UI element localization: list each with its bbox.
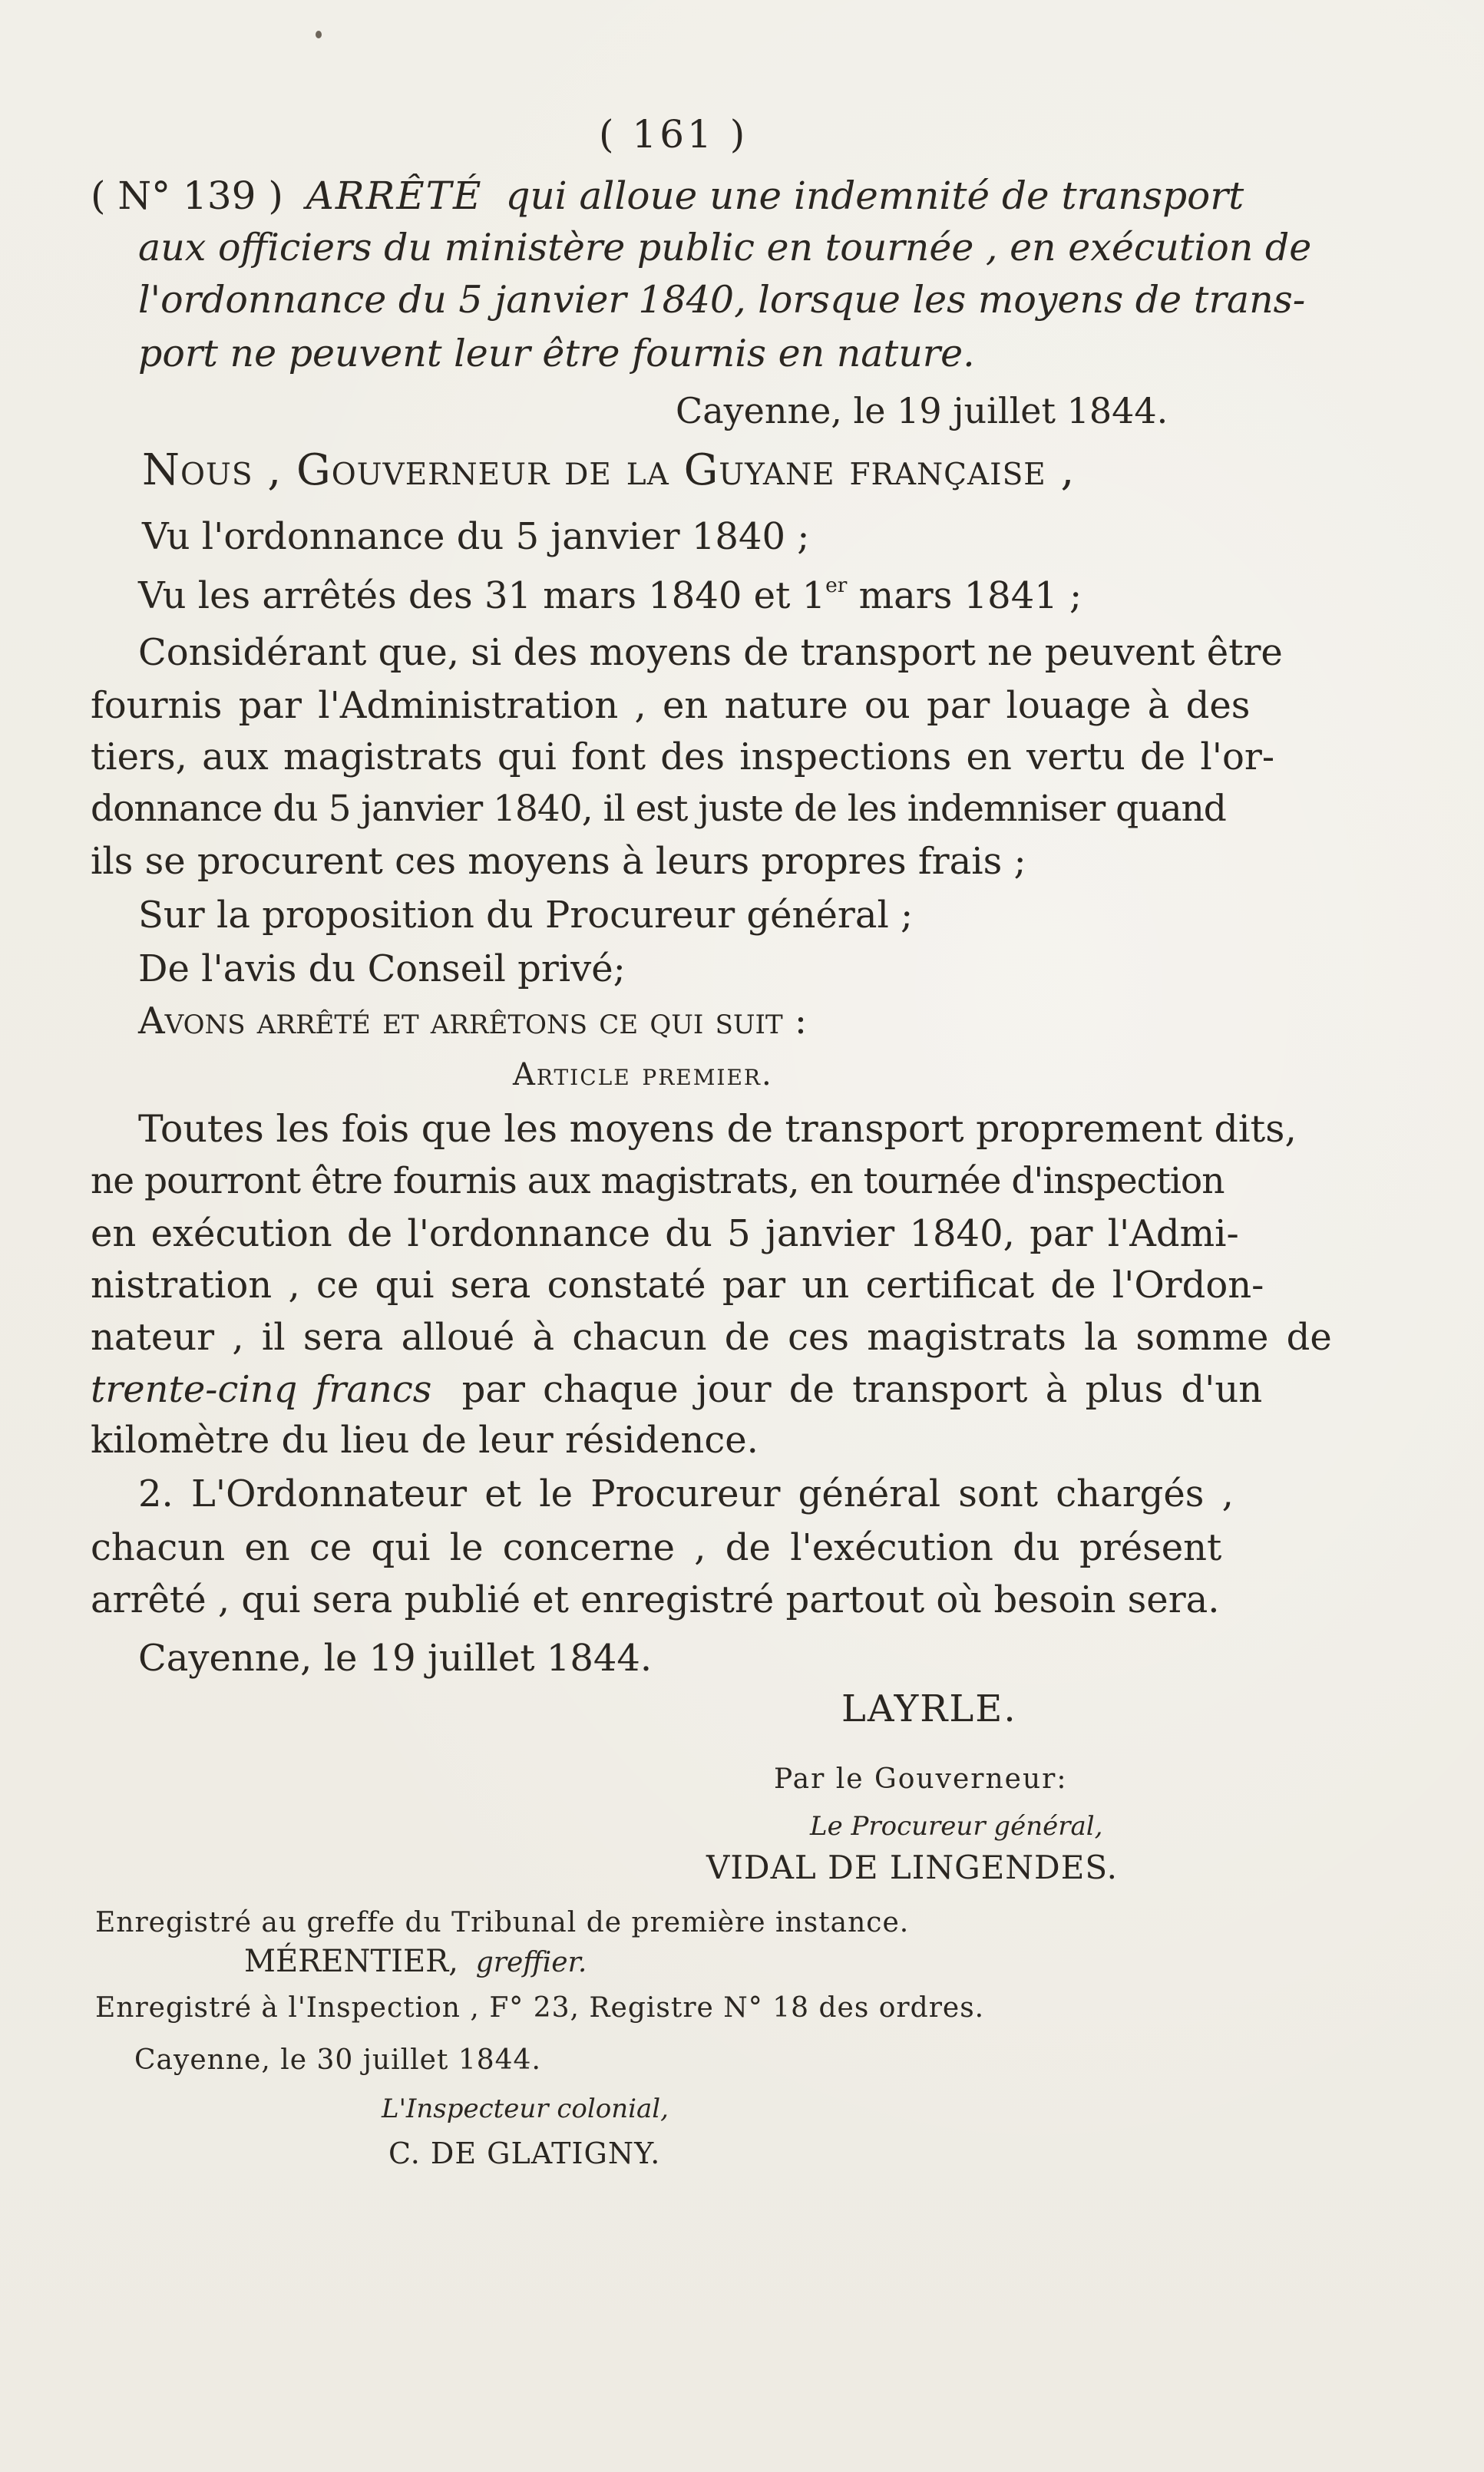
considerant-line-1	[138, 631, 1283, 674]
article2-line-2: chacun en ce qui le concerne , de l'exécution du présent	[91, 1526, 1222, 1569]
article1-line-3: en exécution de l'ordonnance du 5 janvier 1840, par l'Admi-	[91, 1212, 1239, 1255]
avons-arrete: Avons arrêté et arrêtons ce qui suit :	[138, 1000, 808, 1043]
arrete-label: ARRÊTÉ	[306, 174, 483, 218]
heading-line-4: port ne peuvent leur être fournis en nature.	[138, 332, 975, 375]
dateline-bottom: Cayenne, le 19 juillet 1844.	[138, 1637, 653, 1680]
signature-layrle: LAYRLE.	[841, 1687, 1017, 1730]
greffier-line	[244, 1946, 587, 1977]
considerant-line-5: ils se procurent ces moyens à leurs propres frais ;	[91, 840, 1026, 883]
sur-proposition: Sur la proposition du Procureur général ;	[138, 894, 914, 937]
heading-line-1	[91, 174, 1244, 218]
article2-line-3: arrêté , qui sera publié et enregistré partout où besoin sera.	[91, 1578, 1220, 1621]
article1-amount: trente-cinq francs	[91, 1368, 432, 1411]
nous-gouverneur-line: Nous , Gouverneur de la Guyane française ,	[142, 445, 1076, 495]
par-le-gouverneur: Par le Gouverneur:	[774, 1763, 1068, 1795]
article-title: Article premier.	[513, 1057, 773, 1092]
article1-line-1: Toutes les fois que les moyens de transport proprement dits,	[138, 1107, 1297, 1151]
vu-arretes	[138, 573, 1082, 617]
heading-line-2: aux officiers du ministère public en tournée , en exécution de	[138, 226, 1312, 269]
avis-conseil: De l'avis du Conseil privé;	[138, 947, 626, 990]
considerant-text-1: Considérant que, si des moyens de transport ne peuvent être	[138, 631, 1283, 674]
heading-line-1-rest: qui alloue une indemnité de transport	[505, 174, 1244, 218]
registration-inspection: Enregistré à l'Inspection , F° 23, Registre N° 18 des ordres.	[95, 1992, 985, 2024]
vu-arretes-end: mars 1841 ;	[847, 574, 1082, 617]
registration-greffe: Enregistré au greffe du Tribunal de première instance.	[95, 1907, 910, 1938]
vu-arretes-sup: er	[825, 573, 848, 597]
procureur-title: Le Procureur général,	[810, 1811, 1103, 1842]
greffier-title: greffier.	[475, 1947, 587, 1978]
dateline-top: Cayenne, le 19 juillet 1844.	[676, 390, 1168, 431]
ink-speck	[316, 31, 322, 38]
inspecteur-name: C. DE GLATIGNY.	[388, 2137, 661, 2170]
article2-line-1: 2. L'Ordonnateur et le Procureur général sont chargés ,	[138, 1472, 1234, 1515]
registration-date: Cayenne, le 30 juillet 1844.	[134, 2044, 541, 2076]
vu-arretes-text: Vu les arrêtés des 31 mars 1840 et 1	[138, 574, 826, 617]
procureur-name: VIDAL DE LINGENDES.	[706, 1849, 1119, 1886]
article1-line-7: kilomètre du lieu de leur résidence.	[91, 1419, 759, 1462]
act-number: ( N° 139 )	[91, 174, 283, 218]
greffier-name: MÉRENTIER,	[244, 1944, 458, 1979]
article1-line-6-rest: par chaque jour de transport à plus d'un	[461, 1368, 1263, 1411]
article1-line-5: nateur , il sera alloué à chacun de ces magistrats la somme de	[91, 1316, 1332, 1359]
vu-ordonnance: Vu l'ordonnance du 5 janvier 1840 ;	[142, 515, 810, 558]
considerant-line-3: tiers, aux magistrats qui font des inspections en vertu de l'or-	[91, 735, 1275, 778]
considerant-line-4: donnance du 5 janvier 1840, il est juste de les indemniser quand	[91, 788, 1226, 830]
heading-line-3: l'ordonnance du 5 janvier 1840, lorsque les moyens de trans-	[138, 278, 1306, 322]
inspecteur-title: L'Inspecteur colonial,	[382, 2094, 669, 2124]
page-number: ( 161 )	[599, 112, 749, 157]
article1-line-6	[91, 1368, 1263, 1411]
article1-line-4: nistration , ce qui sera constaté par un certificat de l'Ordon-	[91, 1264, 1264, 1307]
considerant-line-2: fournis par l'Administration , en nature ou par louage à des	[91, 684, 1251, 727]
article1-line-2: ne pourront être fournis aux magistrats, en tournée d'inspection	[91, 1160, 1225, 1202]
